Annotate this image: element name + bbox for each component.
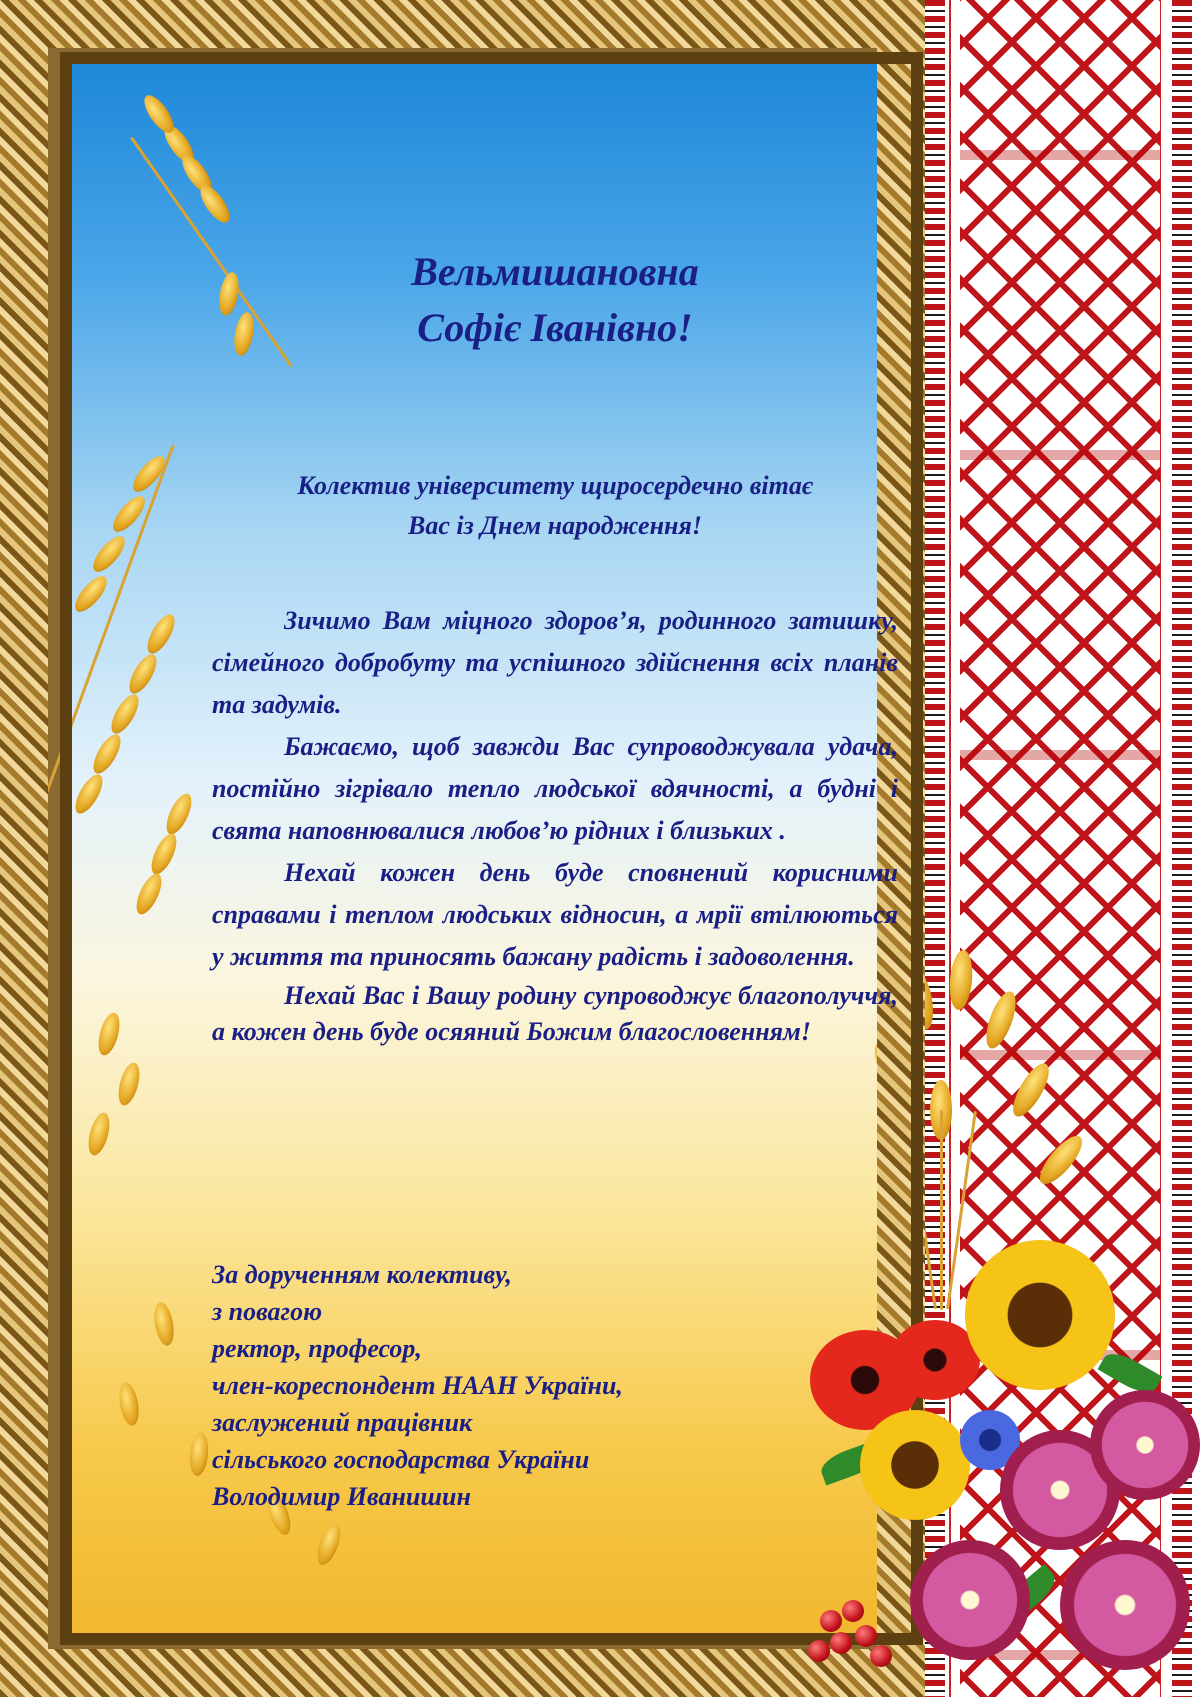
signature-line: сільського господарства України [212,1445,590,1474]
intro-line-1: Колектив університету щиросердечно вітає [297,471,813,500]
signature-line: За дорученням колективу, [212,1260,512,1289]
intro-text [210,466,900,546]
signature-line: з повагою [212,1297,323,1326]
wish-paragraph: Нехай Вас і Вашу родину супроводжує благополуччя, а кожен день буде осяяний Божим благословенням! [212,981,898,1046]
title-line-2: Софіє Іванівно! [417,305,693,350]
title-line-1: Вельмишановна [411,249,699,294]
wishes-text [212,600,898,1050]
signature-line: член-кореспондент НААН України, [212,1371,623,1400]
signature-line: ректор, професор, [212,1334,422,1363]
wish-paragraph: Нехай кожен день буде сповнений корисними справами і теплом людських відносин, а мрії втілюються у життя та приносять бажану радість і задоволення. [212,858,898,971]
wish-paragraph: Бажаємо, щоб завжди Вас супроводжувала удача, постійно зігрівало тепло людської вдячності, а будні і свята наповнювалися любов’ю рідних і близьких . [212,732,898,845]
intro-line-2: Вас із Днем народження! [408,511,702,540]
signature-block [212,1256,862,1515]
signature-line: заслужений працівник [212,1408,473,1437]
signature-name: Володимир Иванишин [212,1482,471,1511]
wish-paragraph: Зичимо Вам міцного здоров’я, родинного затишку, сімейного добробуту та успішного здійснення всіх планів та задумів. [212,606,898,719]
greeting-title [300,244,810,356]
